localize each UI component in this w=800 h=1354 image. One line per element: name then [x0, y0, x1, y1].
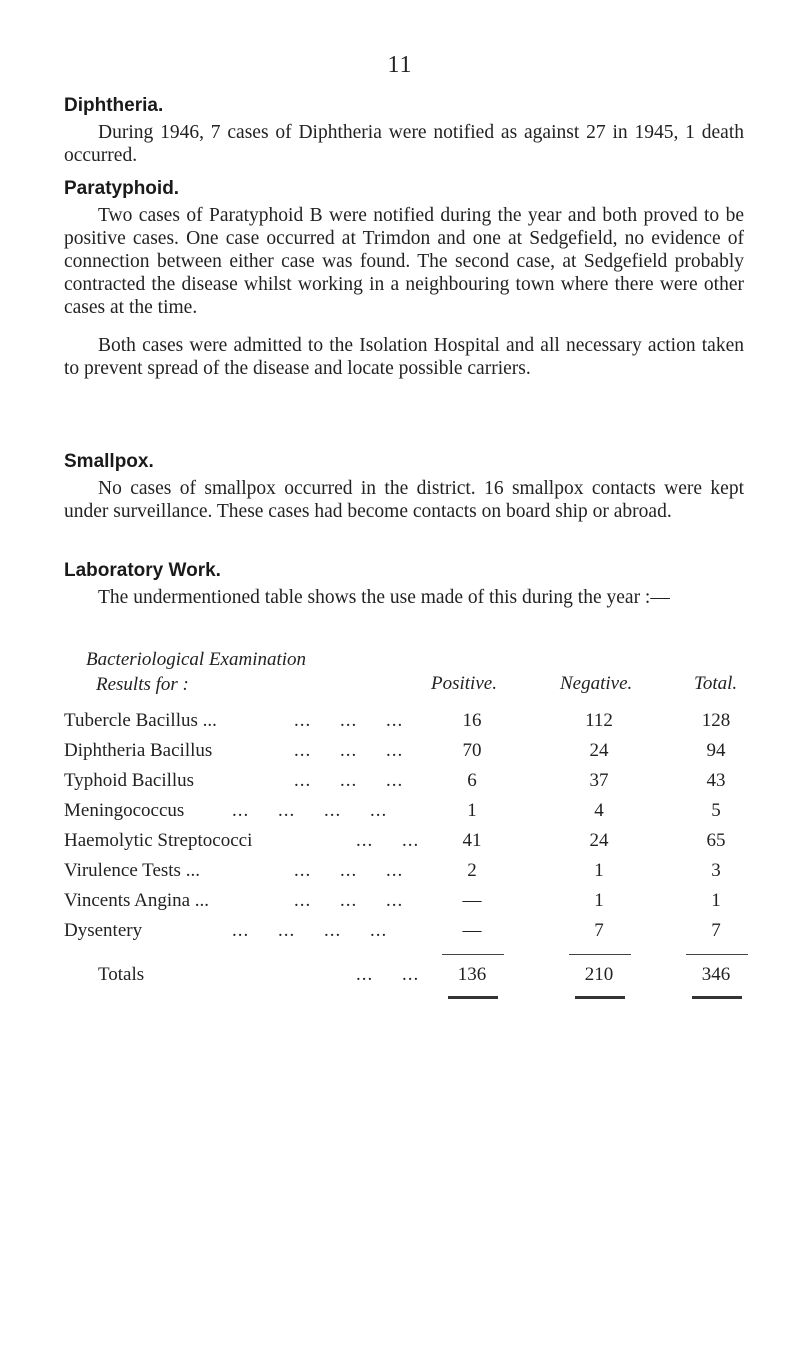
totals-label: Totals: [98, 964, 145, 985]
page-number: 11: [387, 52, 413, 78]
total-negative: 210: [584, 964, 614, 985]
table-row: [64, 860, 754, 890]
row-label: Diphtheria Bacillus: [64, 740, 213, 761]
row-label: Vincents Angina ...: [64, 890, 210, 911]
laboratory-heading: Laboratory Work.: [64, 560, 221, 581]
total-underline: [448, 996, 498, 999]
subtotal-rule: [442, 954, 504, 955]
cell-positive: 41: [462, 830, 482, 851]
table-row: [64, 890, 754, 920]
paratyphoid-paragraph-2: Both cases were admitted to the Isolation Hospital and all necessary action taken to prevent spread of the disease and locate possible carriers.: [64, 335, 744, 379]
cell-total: 43: [706, 770, 726, 791]
row-label: Haemolytic Streptococci: [64, 830, 253, 851]
cell-positive: 6: [467, 770, 477, 791]
cell-total: 7: [711, 920, 721, 941]
cell-total: 3: [711, 860, 721, 881]
row-label: Typhoid Bacillus: [64, 770, 195, 791]
table-row: [64, 830, 754, 860]
cell-total: 5: [711, 800, 721, 821]
table-row: [64, 800, 754, 830]
leader-dots: ... ...: [356, 830, 420, 851]
diphtheria-paragraph: During 1946, 7 cases of Diphtheria were notified as against 27 in 1945, 1 death occurred.: [64, 122, 744, 166]
cell-negative: 112: [585, 710, 613, 731]
row-label: Virulence Tests ...: [64, 860, 200, 881]
cell-positive: 70: [462, 740, 482, 761]
laboratory-paragraph: The undermentioned table shows the use made of this during the year :—: [98, 587, 670, 608]
leader-dots: ... ... ... ...: [232, 800, 388, 821]
leader-dots: ... ... ...: [294, 860, 404, 881]
diphtheria-heading: Diphtheria.: [64, 95, 164, 116]
cell-total: 128: [701, 710, 731, 731]
leader-dots: ... ... ...: [294, 710, 404, 731]
paratyphoid-paragraph-1: Two cases of Paratyphoid B were notified during the year and both proved to be positive cases. One case occurred at Trimdon and one at Sedgefield, no evidence of connection between either case was found. The second case, at Sedgefield probably contracted the disease whilst working in a neighbouring town where there were other cases at the time.: [64, 205, 744, 318]
diphtheria-section: [64, 95, 744, 167]
smallpox-paragraph: No cases of smallpox occurred in the district. 16 smallpox contacts were kept under surveillance. These cases had become contacts on board ship or abroad.: [64, 478, 744, 522]
table-row: [64, 710, 754, 740]
table-row: [64, 740, 754, 770]
total-total: 346: [701, 964, 731, 985]
cell-negative: 24: [589, 740, 609, 761]
cell-negative: 7: [594, 920, 604, 941]
cell-positive: 16: [462, 710, 482, 731]
table-row: [64, 770, 754, 800]
cell-positive: 1: [467, 800, 477, 821]
cell-positive: —: [462, 890, 482, 911]
row-label: Meningococcus: [64, 800, 185, 821]
column-header-positive: Positive.: [431, 673, 497, 694]
subtotal-rule: [569, 954, 631, 955]
row-label: Tubercle Bacillus ...: [64, 710, 217, 731]
leader-dots: ... ... ...: [294, 770, 404, 791]
total-underline: [692, 996, 742, 999]
smallpox-heading: Smallpox.: [64, 451, 154, 472]
subtotal-rule: [686, 954, 748, 955]
column-header-total: Total.: [694, 673, 738, 694]
cell-total: 1: [711, 890, 721, 911]
cell-negative: 1: [594, 860, 604, 881]
cell-negative: 1: [594, 890, 604, 911]
leader-dots: ... ... ...: [294, 740, 404, 761]
smallpox-section: [64, 451, 744, 523]
laboratory-section: [64, 560, 744, 609]
row-label: Dysentery: [64, 920, 143, 941]
cell-positive: 2: [467, 860, 477, 881]
leader-dots: ... ... ...: [294, 890, 404, 911]
cell-positive: —: [462, 920, 482, 941]
paratyphoid-heading: Paratyphoid.: [64, 178, 180, 199]
total-underline: [575, 996, 625, 999]
leader-dots: ... ...: [356, 964, 420, 985]
column-header-negative: Negative.: [560, 673, 633, 694]
table-header-line-2: Results for :: [96, 674, 189, 695]
paratyphoid-section: [64, 178, 744, 380]
leader-dots: ... ... ... ...: [232, 920, 388, 941]
cell-negative: 24: [589, 830, 609, 851]
table-row: [64, 920, 754, 950]
totals-row: [64, 964, 754, 994]
table-header-line-1: Bacteriological Examination: [86, 649, 307, 670]
total-positive: 136: [457, 964, 487, 985]
cell-negative: 4: [594, 800, 604, 821]
cell-negative: 37: [589, 770, 609, 791]
cell-total: 94: [706, 740, 726, 761]
cell-total: 65: [706, 830, 726, 851]
